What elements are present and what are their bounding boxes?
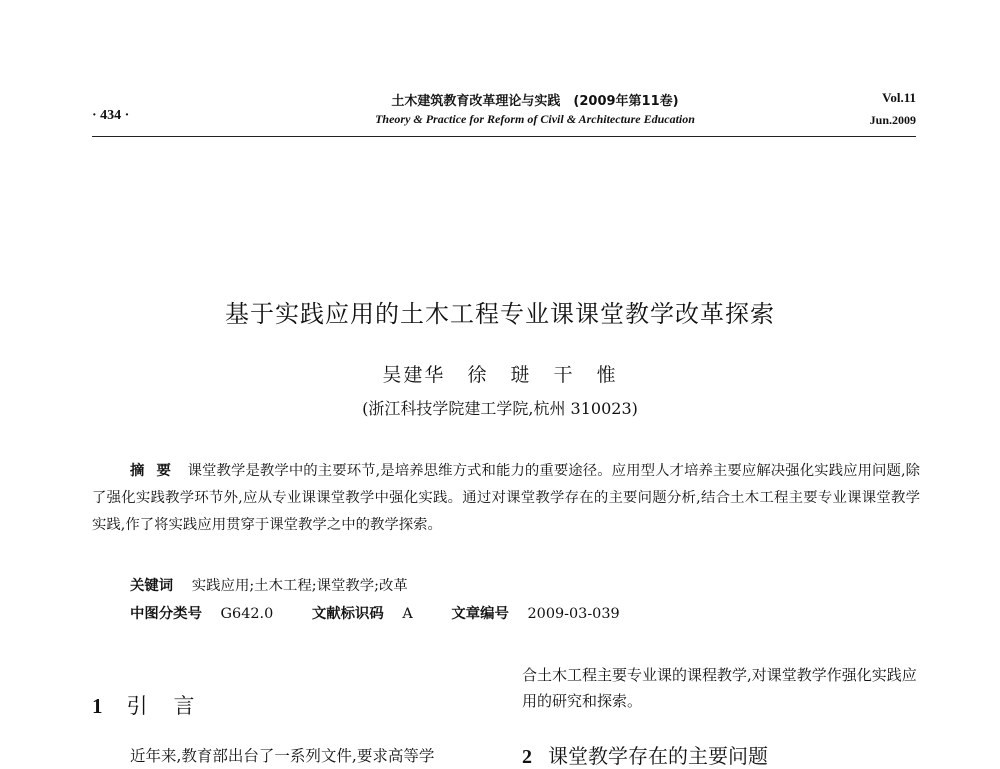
clc-label: 中图分类号 bbox=[130, 606, 202, 622]
journal-title-en: Theory & Practice for Reform of Civil & Architecture Education bbox=[375, 112, 695, 126]
page-number: · 434 · bbox=[92, 108, 130, 123]
abstract-label: 摘要 bbox=[130, 463, 183, 479]
section-2-number: 2 bbox=[522, 746, 532, 768]
section-1-heading bbox=[92, 690, 221, 720]
doc-code-value: A bbox=[402, 606, 413, 622]
article-no-value: 2009-03-039 bbox=[527, 606, 620, 622]
authors: 吴建华 徐 琎 干 惟 bbox=[382, 364, 618, 386]
abstract-text: 课堂教学是教学中的主要环节,是培养思维方式和能力的重要途径。应用型人才培养主要应解决强化实践应用问题,除了强化实践教学环节外,应从专业课课堂教学中强化实践。通过对课堂教学存在的主要问题分析,结合土木工程主要专业课课堂教学实践,作了将实践应用贯穿于课堂教学之中的教学探索。 bbox=[92, 463, 920, 533]
keywords-line bbox=[130, 574, 408, 595]
keywords-label: 关键词 bbox=[130, 578, 174, 594]
clc-value: G642.0 bbox=[220, 606, 274, 622]
section-1-number: 1 bbox=[92, 694, 103, 718]
doc-code-label: 文献标识码 bbox=[311, 606, 384, 622]
journal-title-cn: 土木建筑教育改革理论与实践 (2009年第11卷) bbox=[391, 94, 679, 109]
left-column-paragraph: 近年来,教育部出台了一系列文件,要求高等学 bbox=[130, 747, 435, 765]
header-rule bbox=[92, 136, 916, 137]
section-2-heading bbox=[522, 740, 768, 769]
section-2-title: 课堂教学存在的主要问题 bbox=[548, 744, 768, 768]
affiliation: (浙江科技学院建工学院,杭州 310023) bbox=[362, 399, 638, 418]
right-column-paragraph: 合土木工程主要专业课的课程教学,对课堂教学作强化实践应用的研究和探索。 bbox=[522, 666, 917, 710]
keywords-text: 实践应用;土木工程;课堂教学;改革 bbox=[191, 578, 408, 594]
classification-line bbox=[130, 602, 620, 623]
article-no-label: 文章编号 bbox=[451, 606, 509, 622]
article-title: 基于实践应用的土木工程专业课课堂教学改革探索 bbox=[225, 300, 775, 328]
abstract bbox=[92, 458, 920, 539]
issue-date: Jun.2009 bbox=[869, 113, 916, 127]
volume-label: Vol.11 bbox=[882, 90, 916, 105]
section-1-title: 引言 bbox=[126, 694, 221, 718]
